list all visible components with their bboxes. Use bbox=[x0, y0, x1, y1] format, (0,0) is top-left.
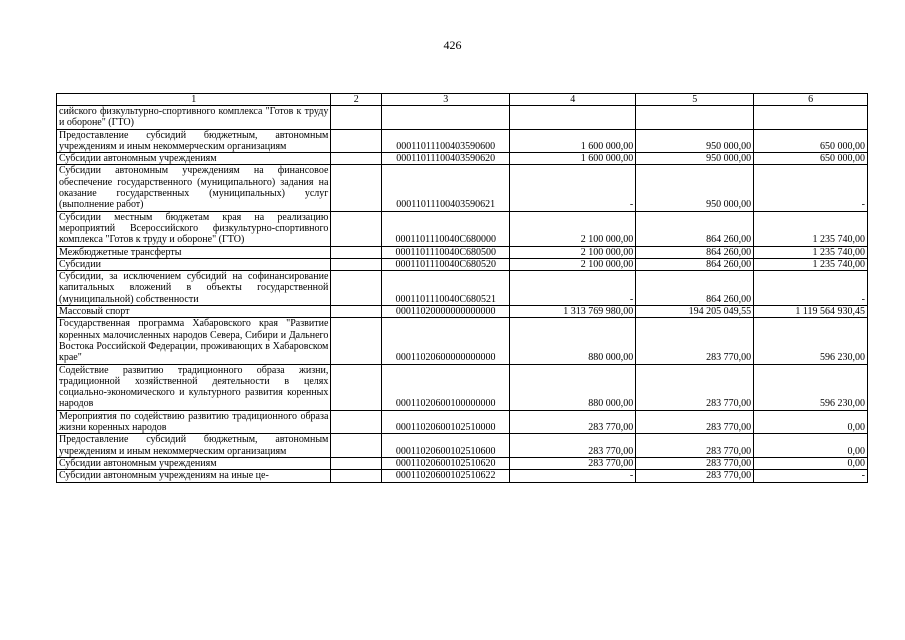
row-amount-executed bbox=[636, 106, 754, 130]
row-description: Массовый спорт bbox=[57, 306, 331, 318]
row-description: Субсидии автономным учреждениям bbox=[57, 153, 331, 165]
row-column-2 bbox=[331, 271, 382, 306]
row-description: Государственная программа Хабаровского края "Развитие коренных малочисленных народов Севера, Сибири и Дальнего Востока Российской Федерации, проживающих в Хабаровском крае" bbox=[57, 318, 331, 364]
row-amount-approved: 2 100 000,00 bbox=[510, 258, 636, 270]
row-amount-executed: 864 260,00 bbox=[636, 258, 754, 270]
row-column-2 bbox=[331, 470, 382, 482]
row-description: сийского физкультурно-спортивного комплекса "Готов к труду и обороне" (ГТО) bbox=[57, 106, 331, 130]
row-description: Межбюджетные трансферты bbox=[57, 246, 331, 258]
row-budget-code: 00011020600000000000 bbox=[382, 318, 510, 364]
row-amount-approved: 1 600 000,00 bbox=[510, 153, 636, 165]
row-description: Предоставление субсидий бюджетным, автономным учреждениям и иным некоммерческим организациям bbox=[57, 129, 331, 153]
row-budget-code: 0001101110040С680500 bbox=[382, 246, 510, 258]
table-row bbox=[57, 457, 868, 469]
row-amount-remaining bbox=[754, 106, 868, 130]
row-amount-executed: 194 205 049,55 bbox=[636, 306, 754, 318]
row-amount-approved: 880 000,00 bbox=[510, 364, 636, 410]
table-row bbox=[57, 364, 868, 410]
column-header: 5 bbox=[636, 94, 754, 106]
row-amount-executed: 283 770,00 bbox=[636, 364, 754, 410]
table-row bbox=[57, 258, 868, 270]
row-amount-executed: 283 770,00 bbox=[636, 434, 754, 458]
row-amount-executed: 950 000,00 bbox=[636, 153, 754, 165]
column-header: 2 bbox=[331, 94, 382, 106]
table-row bbox=[57, 211, 868, 246]
row-column-2 bbox=[331, 165, 382, 211]
row-budget-code: 00011020600102510620 bbox=[382, 457, 510, 469]
row-amount-remaining: 1 235 740,00 bbox=[754, 246, 868, 258]
row-column-2 bbox=[331, 211, 382, 246]
table-row bbox=[57, 470, 868, 482]
row-amount-remaining: 0,00 bbox=[754, 457, 868, 469]
row-budget-code: 00011020600102510600 bbox=[382, 434, 510, 458]
row-amount-approved: 283 770,00 bbox=[510, 434, 636, 458]
row-column-2 bbox=[331, 434, 382, 458]
table-row bbox=[57, 153, 868, 165]
table-row bbox=[57, 306, 868, 318]
row-amount-approved: - bbox=[510, 165, 636, 211]
row-amount-remaining: - bbox=[754, 165, 868, 211]
row-column-2 bbox=[331, 306, 382, 318]
row-column-2 bbox=[331, 258, 382, 270]
column-header: 1 bbox=[57, 94, 331, 106]
row-amount-remaining: 650 000,00 bbox=[754, 153, 868, 165]
row-amount-remaining: 596 230,00 bbox=[754, 364, 868, 410]
row-description: Субсидии, за исключением субсидий на софинансирование капитальных вложений в объекты государственной (муниципальной) собственности bbox=[57, 271, 331, 306]
row-budget-code: 00011011100403590600 bbox=[382, 129, 510, 153]
table-row bbox=[57, 271, 868, 306]
row-amount-remaining: - bbox=[754, 470, 868, 482]
row-budget-code: 0001101110040С680000 bbox=[382, 211, 510, 246]
page-number: 426 bbox=[443, 38, 462, 52]
row-budget-code bbox=[382, 106, 510, 130]
row-column-2 bbox=[331, 153, 382, 165]
row-amount-executed: 864 260,00 bbox=[636, 246, 754, 258]
row-budget-code: 00011020600102510000 bbox=[382, 410, 510, 434]
row-amount-approved: - bbox=[510, 470, 636, 482]
row-amount-approved: 2 100 000,00 bbox=[510, 211, 636, 246]
row-amount-remaining: 1 119 564 930,45 bbox=[754, 306, 868, 318]
row-amount-remaining: - bbox=[754, 271, 868, 306]
row-column-2 bbox=[331, 106, 382, 130]
row-column-2 bbox=[331, 318, 382, 364]
table-header-row bbox=[57, 94, 868, 106]
row-amount-executed: 864 260,00 bbox=[636, 271, 754, 306]
table-row bbox=[57, 106, 868, 130]
row-amount-executed: 283 770,00 bbox=[636, 470, 754, 482]
table-row bbox=[57, 129, 868, 153]
row-column-2 bbox=[331, 364, 382, 410]
row-amount-executed: 283 770,00 bbox=[636, 457, 754, 469]
row-amount-remaining: 596 230,00 bbox=[754, 318, 868, 364]
row-budget-code: 00011020600100000000 bbox=[382, 364, 510, 410]
row-description: Субсидии bbox=[57, 258, 331, 270]
row-amount-approved: 283 770,00 bbox=[510, 457, 636, 469]
row-amount-remaining: 0,00 bbox=[754, 434, 868, 458]
row-amount-approved bbox=[510, 106, 636, 130]
table-row bbox=[57, 165, 868, 211]
table-row bbox=[57, 318, 868, 364]
row-amount-approved: 1 313 769 980,00 bbox=[510, 306, 636, 318]
row-amount-approved: 283 770,00 bbox=[510, 410, 636, 434]
row-amount-executed: 950 000,00 bbox=[636, 129, 754, 153]
table-row bbox=[57, 410, 868, 434]
row-description: Субсидии автономным учреждениям на финансовое обеспечение государственного (муниципального) задания на оказание государственных (муниципальных) услуг (выполнение работ) bbox=[57, 165, 331, 211]
row-amount-approved: 1 600 000,00 bbox=[510, 129, 636, 153]
row-budget-code: 00011020000000000000 bbox=[382, 306, 510, 318]
column-header: 4 bbox=[510, 94, 636, 106]
table-row bbox=[57, 246, 868, 258]
row-description: Мероприятия по содействию развитию традиционного образа жизни коренных народов bbox=[57, 410, 331, 434]
row-amount-remaining: 1 235 740,00 bbox=[754, 211, 868, 246]
row-description: Субсидии автономным учреждениям bbox=[57, 457, 331, 469]
row-amount-remaining: 650 000,00 bbox=[754, 129, 868, 153]
row-amount-executed: 864 260,00 bbox=[636, 211, 754, 246]
row-budget-code: 00011011100403590620 bbox=[382, 153, 510, 165]
column-header: 6 bbox=[754, 94, 868, 106]
row-amount-executed: 283 770,00 bbox=[636, 318, 754, 364]
row-amount-remaining: 1 235 740,00 bbox=[754, 258, 868, 270]
row-description: Предоставление субсидий бюджетным, автономным учреждениям и иным некоммерческим организациям bbox=[57, 434, 331, 458]
row-amount-approved: - bbox=[510, 271, 636, 306]
row-amount-remaining: 0,00 bbox=[754, 410, 868, 434]
row-description: Субсидии местным бюджетам края на реализацию мероприятий Всероссийского физкультурно-спортивного комплекса "Готов к труду и обороне" (ГТО) bbox=[57, 211, 331, 246]
row-column-2 bbox=[331, 129, 382, 153]
row-amount-executed: 283 770,00 bbox=[636, 410, 754, 434]
row-column-2 bbox=[331, 457, 382, 469]
row-description: Субсидии автономным учреждениям на иные це- bbox=[57, 470, 331, 482]
table-row bbox=[57, 434, 868, 458]
row-column-2 bbox=[331, 246, 382, 258]
budget-table bbox=[56, 93, 868, 483]
row-column-2 bbox=[331, 410, 382, 434]
row-amount-approved: 2 100 000,00 bbox=[510, 246, 636, 258]
row-amount-approved: 880 000,00 bbox=[510, 318, 636, 364]
row-budget-code: 00011011100403590621 bbox=[382, 165, 510, 211]
row-budget-code: 0001101110040С680521 bbox=[382, 271, 510, 306]
column-header: 3 bbox=[382, 94, 510, 106]
row-budget-code: 00011020600102510622 bbox=[382, 470, 510, 482]
row-amount-executed: 950 000,00 bbox=[636, 165, 754, 211]
row-description: Содействие развитию традиционного образа жизни, традиционной хозяйственной деятельности в целях социально-экономического и культурного развития коренных народов bbox=[57, 364, 331, 410]
row-budget-code: 0001101110040С680520 bbox=[382, 258, 510, 270]
